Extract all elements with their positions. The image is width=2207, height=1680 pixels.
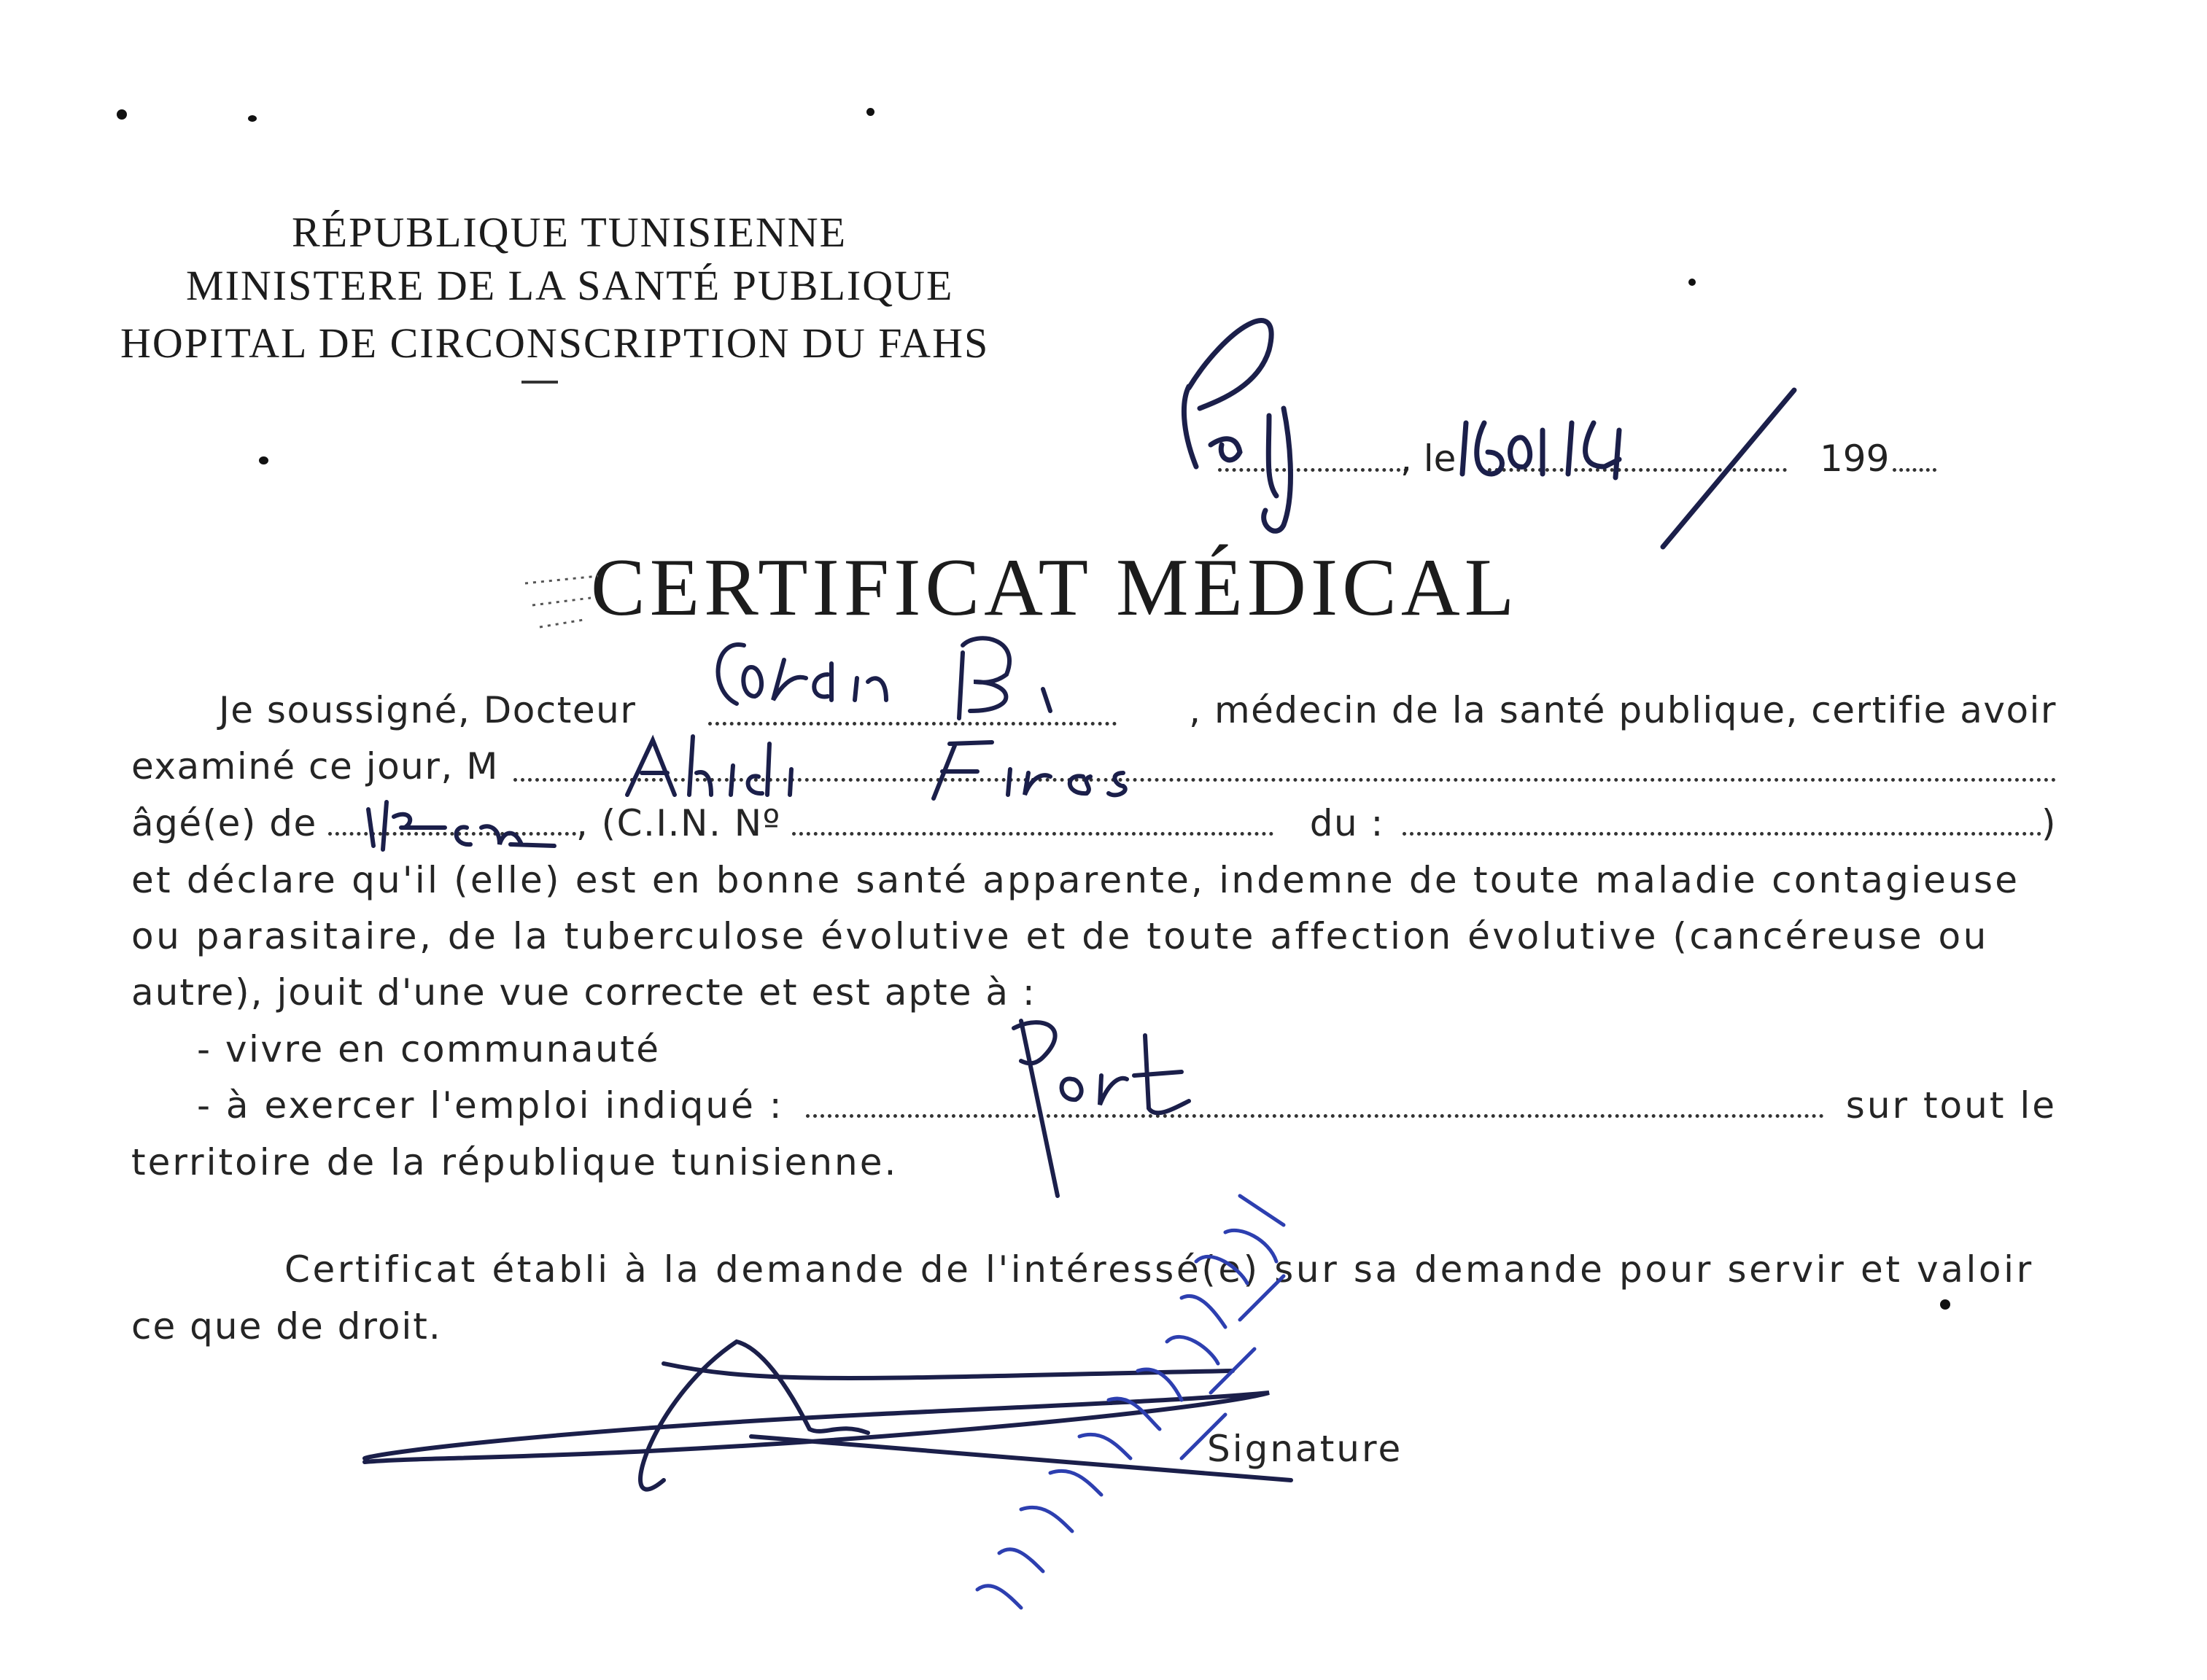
body-line-6: autre), jouit d'une vue correcte et est apte à : bbox=[131, 971, 1036, 1014]
scan-speck bbox=[259, 456, 268, 464]
cin-date-label: du : bbox=[1309, 802, 1384, 844]
scan-speck bbox=[248, 115, 257, 122]
employment-prefix: - à exercer l'emploi indiqué : bbox=[197, 1084, 784, 1127]
employment-dots bbox=[806, 1114, 1824, 1118]
handwritten-date bbox=[1451, 379, 1816, 554]
signature-label: Signature bbox=[1207, 1428, 1403, 1470]
scan-speck bbox=[866, 108, 874, 116]
age-prefix: âgé(e) de bbox=[131, 802, 317, 844]
date-year: 199 bbox=[1820, 438, 1890, 480]
handwritten-patient-name bbox=[613, 729, 1196, 809]
header-hospital: HOPITAL DE CIRCONSCRIPTION DU FAHS bbox=[120, 319, 990, 367]
cin-label: , (C.I.N. Nº bbox=[575, 802, 781, 844]
closing-line-1: Certificat établi à la demande de l'intéressé(e) sur sa demande pour servir et valoir bbox=[284, 1248, 2034, 1291]
scan-speck bbox=[117, 109, 127, 120]
handwritten-age bbox=[357, 788, 562, 860]
cin-close-paren: ) bbox=[2041, 802, 2057, 844]
title-smudge bbox=[511, 554, 627, 649]
date-year-dots bbox=[1893, 468, 1936, 472]
body-line-4: et déclare qu'il (elle) est en bonne santé apparente, indemne de toute maladie contagieuse bbox=[131, 859, 2020, 901]
body-line-7: - vivre en communauté bbox=[197, 1028, 661, 1070]
handwritten-place bbox=[1138, 306, 1371, 540]
header-republic: RÉPUBLIQUE TUNISIENNE bbox=[292, 209, 847, 256]
employment-suffix: sur tout le bbox=[1845, 1084, 2057, 1127]
scan-speck bbox=[1688, 279, 1696, 286]
cin-date-dots bbox=[1403, 832, 2041, 836]
doctor-suffix: , médecin de la santé publique, certifie avoir bbox=[1189, 689, 2057, 731]
closing-line-2: ce que de droit. bbox=[131, 1305, 442, 1348]
document-title: CERTIFICAT MÉDICAL bbox=[591, 542, 1519, 633]
date-le: , le bbox=[1400, 438, 1457, 480]
body-line-9: territoire de la république tunisienne. bbox=[131, 1141, 899, 1183]
handwritten-doctor-name bbox=[700, 623, 1109, 733]
doctor-prefix: Je soussigné, Docteur bbox=[219, 689, 637, 731]
cin-dots bbox=[792, 832, 1273, 836]
patient-prefix: examiné ce jour, M bbox=[131, 745, 499, 788]
header-underline bbox=[521, 381, 558, 384]
doctor-stamp bbox=[831, 1181, 1357, 1633]
header-ministry: MINISTERE DE LA SANTÉ PUBLIQUE bbox=[186, 262, 954, 309]
body-line-5: ou parasitaire, de la tuberculose évolutive et de toute affection évolutive (cancéreuse ou bbox=[131, 915, 1989, 957]
